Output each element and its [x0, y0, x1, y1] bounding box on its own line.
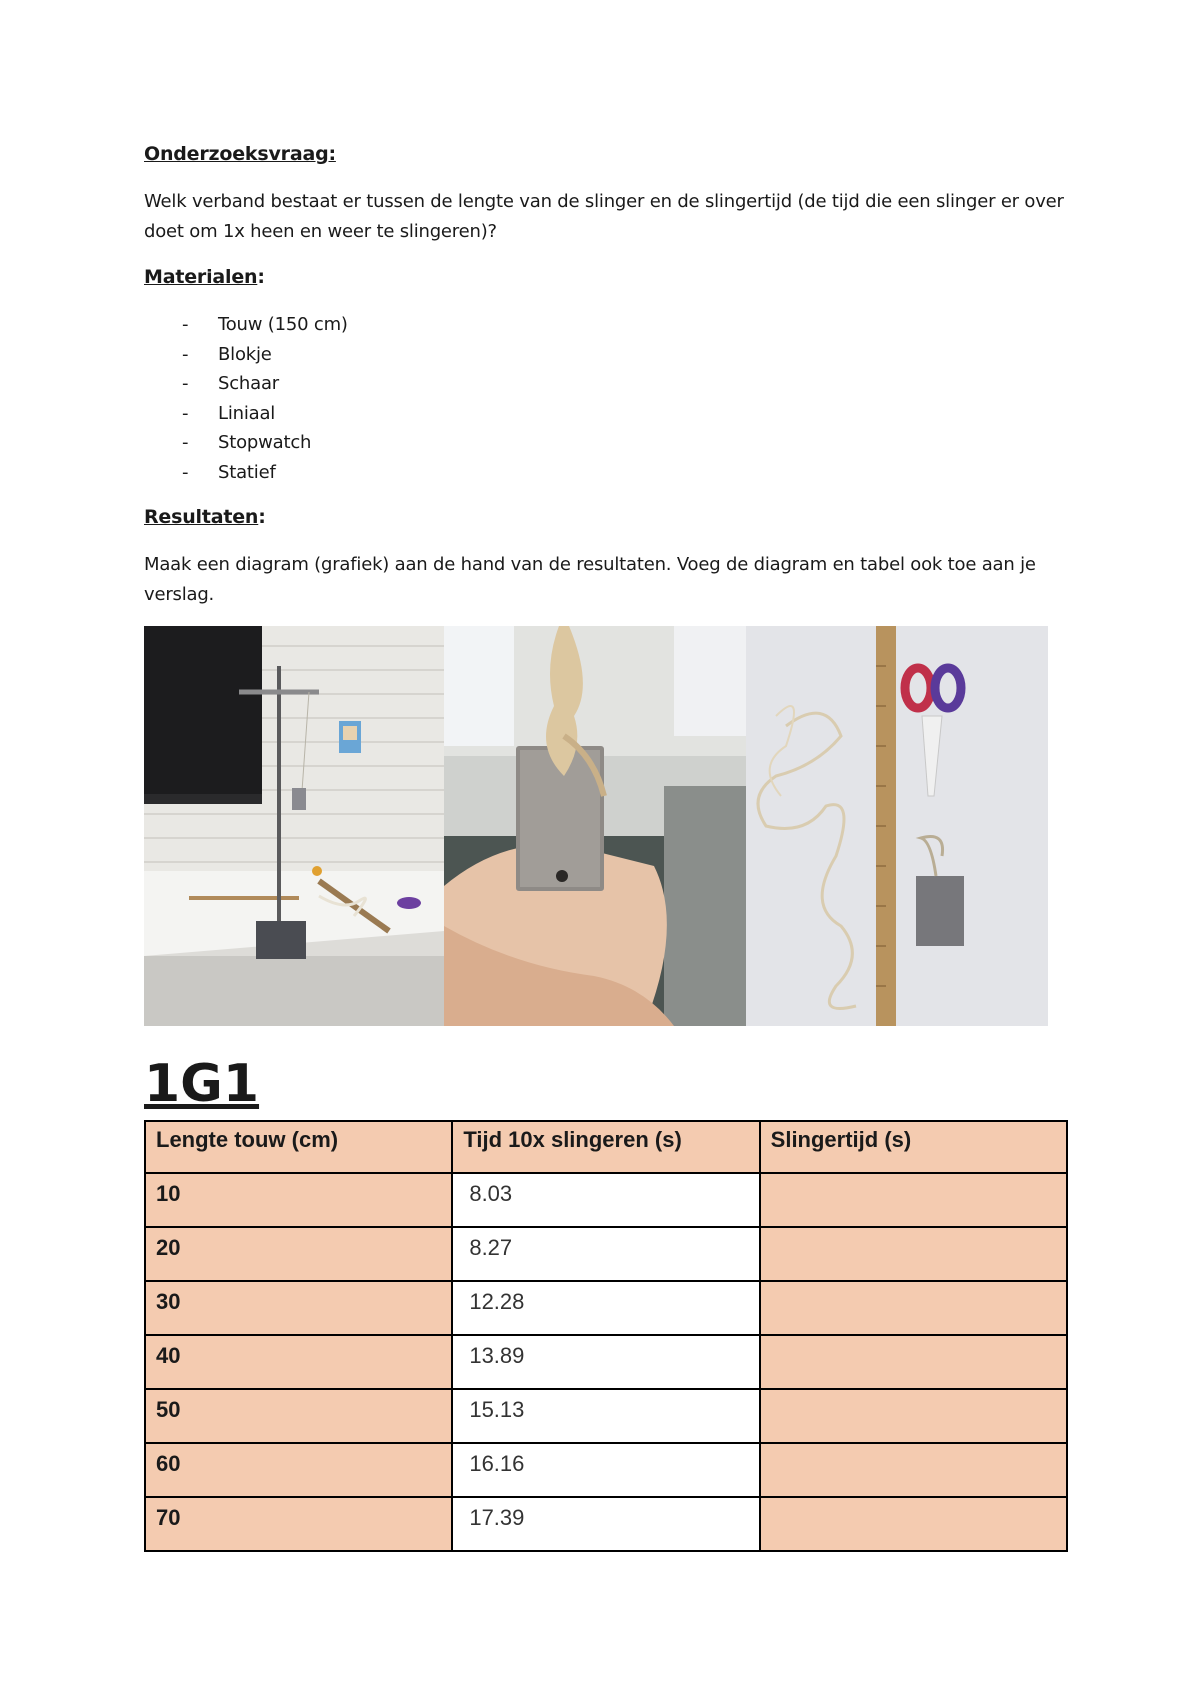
results-heading-label: Resultaten: [144, 506, 259, 528]
photo-stand-setup: [144, 626, 444, 1026]
length-cell: 10: [145, 1173, 452, 1227]
column-header: Slingertijd (s): [760, 1121, 1067, 1173]
bullet-dash: -: [182, 432, 189, 454]
bullet-dash: -: [182, 373, 189, 395]
table-row: [145, 1173, 1067, 1227]
results-heading-colon: :: [258, 506, 266, 528]
time-cell: 8.03: [452, 1173, 759, 1227]
bullet-dash: -: [182, 343, 189, 365]
results-heading: [144, 506, 266, 528]
column-header: Tijd 10x slingeren (s): [452, 1121, 759, 1173]
photo-materials-wall: [746, 626, 1048, 1026]
time-cell: 16.16: [452, 1443, 759, 1497]
period-cell: [760, 1335, 1067, 1389]
material-label: Touw (150 cm): [218, 314, 348, 335]
period-cell: [760, 1281, 1067, 1335]
table-row: [145, 1497, 1067, 1551]
group-title: 1G1: [144, 1054, 260, 1114]
photo-strip: [144, 626, 1048, 1026]
period-cell: [760, 1173, 1067, 1227]
research-question-heading: Onderzoeksvraag:: [144, 143, 336, 165]
materials-list: [144, 310, 348, 488]
list-item: [144, 399, 348, 429]
period-cell: [760, 1443, 1067, 1497]
column-header: Lengte touw (cm): [145, 1121, 452, 1173]
materials-heading-colon: :: [257, 266, 265, 288]
materials-heading: [144, 266, 265, 288]
length-cell: 60: [145, 1443, 452, 1497]
list-item: [144, 369, 348, 399]
material-label: Schaar: [218, 373, 279, 395]
length-cell: 50: [145, 1389, 452, 1443]
material-label: Blokje: [218, 343, 272, 365]
list-item: [144, 340, 348, 370]
table-row: [145, 1389, 1067, 1443]
bullet-dash: -: [182, 402, 189, 424]
time-cell: 17.39: [452, 1497, 759, 1551]
time-cell: 13.89: [452, 1335, 759, 1389]
material-label: Liniaal: [218, 402, 276, 424]
photo-weight-block: [444, 626, 746, 1026]
material-label: Statief: [218, 461, 276, 483]
table-row: [145, 1443, 1067, 1497]
length-cell: 70: [145, 1497, 452, 1551]
length-cell: 20: [145, 1227, 452, 1281]
table-row: [145, 1281, 1067, 1335]
list-item: [144, 310, 348, 340]
table-header-row: [145, 1121, 1067, 1173]
table-row: [145, 1227, 1067, 1281]
material-label: Stopwatch: [218, 432, 312, 454]
time-cell: 15.13: [452, 1389, 759, 1443]
materials-heading-label: Materialen: [144, 266, 258, 288]
period-cell: [760, 1389, 1067, 1443]
length-cell: 30: [145, 1281, 452, 1335]
table-row: [145, 1335, 1067, 1389]
list-item: [144, 428, 348, 458]
results-table: [144, 1120, 1068, 1552]
length-cell: 40: [145, 1335, 452, 1389]
bullet-dash: -: [182, 461, 189, 483]
period-cell: [760, 1497, 1067, 1551]
research-question-text: Welk verband bestaat er tussen de lengte van de slinger en de slingertijd (de tijd die een slinger er over doet om 1x heen en weer te slingeren)?: [144, 191, 1064, 242]
period-cell: [760, 1227, 1067, 1281]
time-cell: 12.28: [452, 1281, 759, 1335]
bullet-dash: -: [182, 314, 189, 335]
list-item: [144, 458, 348, 488]
time-cell: 8.27: [452, 1227, 759, 1281]
results-text: Maak een diagram (grafiek) aan de hand van de resultaten. Voeg de diagram en tabel ook toe aan je verslag.: [144, 554, 1036, 605]
